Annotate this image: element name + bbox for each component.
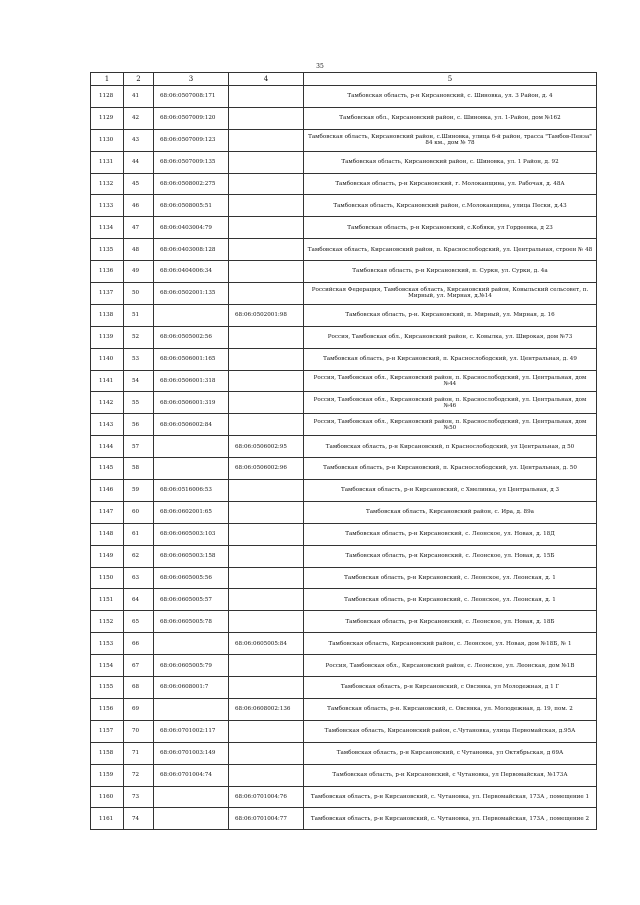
row-number-cell: 1142 <box>91 392 124 414</box>
row-number-cell: 1160 <box>91 786 124 808</box>
cadastral-land-cell: 68:06:0403004:79 <box>154 217 229 239</box>
header-col-4: 4 <box>229 73 304 86</box>
row-number-cell: 1152 <box>91 611 124 633</box>
table-row <box>91 720 597 742</box>
cadastral-building-cell: 68:06:0506002:95 <box>229 436 304 458</box>
table-row <box>91 370 597 392</box>
cadastral-building-cell <box>229 567 304 589</box>
row-number-cell: 1136 <box>91 261 124 283</box>
row-number-cell: 1149 <box>91 545 124 567</box>
row-number-cell: 1156 <box>91 698 124 720</box>
header-col-1: 1 <box>91 73 124 86</box>
cadastral-land-cell: 68:06:0605005:78 <box>154 611 229 633</box>
table-row <box>91 633 597 655</box>
row-number-cell: 1144 <box>91 436 124 458</box>
row-number-cell: 1139 <box>91 326 124 348</box>
cadastral-land-cell: 68:06:0506001:165 <box>154 348 229 370</box>
cadastral-land-cell: 68:06:0605003:158 <box>154 545 229 567</box>
table-body <box>91 86 597 830</box>
index-cell: 59 <box>124 480 154 502</box>
row-number-cell: 1146 <box>91 480 124 502</box>
address-cell: Россия, Тамбовская обл., Кирсановский район, п. Краснослободский, ул. Центральная, дом №50 <box>304 414 597 436</box>
row-number-cell: 1129 <box>91 107 124 129</box>
cadastral-building-cell <box>229 217 304 239</box>
cadastral-land-cell: 68:06:0507009:123 <box>154 129 229 151</box>
cadastral-building-cell <box>229 107 304 129</box>
cadastral-building-cell: 68:06:0701004:77 <box>229 808 304 830</box>
address-cell: Тамбовская область, р-н. Кирсановский, с. Овсянка, ул. Молодежная, д. 19, пом. 2 <box>304 698 597 720</box>
index-cell: 68 <box>124 677 154 699</box>
cadastral-building-cell <box>229 129 304 151</box>
address-cell: Россия, Тамбовская обл., Кирсановский район, п. Краснослободский, ул. Центральная, дом №46 <box>304 392 597 414</box>
cadastral-land-cell: 68:06:0701002:117 <box>154 720 229 742</box>
index-cell: 51 <box>124 304 154 326</box>
table-row <box>91 348 597 370</box>
index-cell: 44 <box>124 151 154 173</box>
table-row <box>91 698 597 720</box>
table-row <box>91 414 597 436</box>
cadastral-building-cell <box>229 86 304 108</box>
cadastral-building-cell: 68:06:0608002:136 <box>229 698 304 720</box>
cadastral-land-cell: 68:06:0605005:56 <box>154 567 229 589</box>
table-row <box>91 304 597 326</box>
index-cell: 45 <box>124 173 154 195</box>
table-row <box>91 151 597 173</box>
index-cell: 56 <box>124 414 154 436</box>
row-number-cell: 1138 <box>91 304 124 326</box>
index-cell: 53 <box>124 348 154 370</box>
cadastral-land-cell: 68:06:0404006:34 <box>154 261 229 283</box>
cadastral-land-cell: 68:06:0508005:51 <box>154 195 229 217</box>
header-row <box>91 73 597 86</box>
address-cell: Тамбовская область, р-н Кирсановский, с. Леонское, ул. Леонская, д. 1 <box>304 567 597 589</box>
cadastral-building-cell <box>229 655 304 677</box>
row-number-cell: 1148 <box>91 523 124 545</box>
address-cell: Тамбовская область, Кирсановский район, с.Шиновка, улица 6-й район, трасса "Тамбов-Пенза" 84 км., дом № 78 <box>304 129 597 151</box>
cadastral-building-cell <box>229 742 304 764</box>
cadastral-land-cell: 68:06:0502001:135 <box>154 283 229 305</box>
table-row <box>91 217 597 239</box>
address-cell: Тамбовская область, р-н Кирсановский, п. Краснослободский, ул. Центральная, д. 50 <box>304 458 597 480</box>
row-number-cell: 1157 <box>91 720 124 742</box>
index-cell: 49 <box>124 261 154 283</box>
cadastral-building-cell: 68:06:0701004:76 <box>229 786 304 808</box>
index-cell: 66 <box>124 633 154 655</box>
cadastral-land-cell: 68:06:0506001:319 <box>154 392 229 414</box>
cadastral-building-cell <box>229 720 304 742</box>
row-number-cell: 1134 <box>91 217 124 239</box>
address-cell: Тамбовская область, р-н Кирсановский, с. Чутановка, ул. Первомайская, 173А , помещение 1 <box>304 786 597 808</box>
index-cell: 70 <box>124 720 154 742</box>
address-cell: Тамбовская область, р-н Кирсановский, с Чутановка, ул Первомайская, №173А <box>304 764 597 786</box>
cadastral-building-cell <box>229 195 304 217</box>
index-cell: 67 <box>124 655 154 677</box>
table-row <box>91 173 597 195</box>
address-cell: Тамбовская область, р-н Кирсановский, с Овсянка, ул Молодежная, д 1 Г <box>304 677 597 699</box>
cadastral-land-cell <box>154 786 229 808</box>
address-cell: Тамбовская область, р-н Кирсановский, с. Чутановка, ул. Первомайская, 173А , помещение 2 <box>304 808 597 830</box>
table-row <box>91 523 597 545</box>
table-row <box>91 283 597 305</box>
row-number-cell: 1145 <box>91 458 124 480</box>
address-cell: Россия, Тамбовская обл., Кирсановский район, с. Ковылка, ул. Широкая, дом №73 <box>304 326 597 348</box>
index-cell: 63 <box>124 567 154 589</box>
table-row <box>91 86 597 108</box>
index-cell: 55 <box>124 392 154 414</box>
index-cell: 60 <box>124 501 154 523</box>
address-cell: Тамбовская область, р-н Кирсановский, с. Леонское, ул. Новая, д. 15Б <box>304 545 597 567</box>
table-row <box>91 480 597 502</box>
address-cell: Тамбовская область, р-н Кирсановский, с Чутановка, ул Октябрьская, д 69А <box>304 742 597 764</box>
cadastral-building-cell <box>229 239 304 261</box>
table-row <box>91 677 597 699</box>
cadastral-building-cell <box>229 501 304 523</box>
cadastral-building-cell <box>229 764 304 786</box>
table-row <box>91 107 597 129</box>
address-cell: Тамбовская обл., Кирсановский район, с. Шиновка, ул. 1-Район, дом №162 <box>304 107 597 129</box>
table-row <box>91 239 597 261</box>
cadastral-land-cell: 68:06:0507009:120 <box>154 107 229 129</box>
address-cell: Тамбовская область, Кирсановский район, с.Чутановка, улица Первомайская, д.95А <box>304 720 597 742</box>
cadastral-building-cell <box>229 523 304 545</box>
address-cell: Тамбовская область, р-н. Кирсановский, п. Мирный, ул. Мирная, д. 16 <box>304 304 597 326</box>
index-cell: 74 <box>124 808 154 830</box>
table-row <box>91 742 597 764</box>
address-cell: Тамбовская область, р-н Кирсановский, п Краснослободский, ул Центральная, д 50 <box>304 436 597 458</box>
row-number-cell: 1130 <box>91 129 124 151</box>
table-row <box>91 458 597 480</box>
row-number-cell: 1154 <box>91 655 124 677</box>
table-row <box>91 501 597 523</box>
row-number-cell: 1159 <box>91 764 124 786</box>
address-cell: Тамбовская область, р-н Кирсановский, п. Краснослободский, ул. Центральная, д. 49 <box>304 348 597 370</box>
table-row <box>91 545 597 567</box>
table-row <box>91 326 597 348</box>
cadastral-building-cell <box>229 283 304 305</box>
cadastral-land-cell: 68:06:0605005:79 <box>154 655 229 677</box>
address-cell: Тамбовская область, р-н Кирсановский, п. Суркн, ул. Сурки, д. 4а <box>304 261 597 283</box>
cadastral-building-cell <box>229 370 304 392</box>
index-cell: 61 <box>124 523 154 545</box>
index-cell: 52 <box>124 326 154 348</box>
row-number-cell: 1128 <box>91 86 124 108</box>
cadastral-building-cell <box>229 677 304 699</box>
index-cell: 54 <box>124 370 154 392</box>
address-cell: Тамбовская область, р-н Кирсановский, с.Кобяки, ул Гордеевка, д 23 <box>304 217 597 239</box>
address-cell: Тамбовская область, р-н Кирсановский, с. Шиновка, ул. 3 Район, д. 4 <box>304 86 597 108</box>
cadastral-land-cell: 68:06:0505002:56 <box>154 326 229 348</box>
table-row <box>91 764 597 786</box>
table-row <box>91 655 597 677</box>
table-row <box>91 589 597 611</box>
address-cell: Тамбовская область, Кирсановский район, с. Шиновка, ул. 1 Район, д. 92 <box>304 151 597 173</box>
cadastral-land-cell: 68:06:0403008:128 <box>154 239 229 261</box>
index-cell: 43 <box>124 129 154 151</box>
row-number-cell: 1132 <box>91 173 124 195</box>
index-cell: 57 <box>124 436 154 458</box>
index-cell: 47 <box>124 217 154 239</box>
cadastral-building-cell <box>229 392 304 414</box>
cadastral-land-cell <box>154 633 229 655</box>
cadastral-building-cell <box>229 173 304 195</box>
address-cell: Тамбовская область, Кирсановский район, с.Молоканщина, улица Пески, д.43 <box>304 195 597 217</box>
address-cell: Тамбовская область, р-н Кирсановский, с Хмелинка, ул Центральная, д 3 <box>304 480 597 502</box>
cadastral-land-cell <box>154 808 229 830</box>
row-number-cell: 1143 <box>91 414 124 436</box>
index-cell: 69 <box>124 698 154 720</box>
row-number-cell: 1150 <box>91 567 124 589</box>
cadastral-building-cell <box>229 545 304 567</box>
cadastral-building-cell <box>229 414 304 436</box>
address-cell: Российская Федерация, Тамбовская область, Кирсановский район, Ковыльский сельсовет, п. Мирный, ул. Мирная, д.№14 <box>304 283 597 305</box>
cadastral-building-cell <box>229 326 304 348</box>
row-number-cell: 1137 <box>91 283 124 305</box>
address-cell: Тамбовская область, Кирсановский район, с. Леонское, ул. Новая, дом №18Б, № 1 <box>304 633 597 655</box>
index-cell: 73 <box>124 786 154 808</box>
address-cell: Тамбовская область, Кирсановский район, п. Краснослободский, ул. Центральная, строен № 48 <box>304 239 597 261</box>
cadastral-building-cell <box>229 480 304 502</box>
row-number-cell: 1140 <box>91 348 124 370</box>
address-cell: Тамбовская область, р-н Кирсановский, с. Леонское, ул. Леонская, д. 1 <box>304 589 597 611</box>
address-cell: Россия, Тамбовская обл., Кирсановский район, п. Краснослободский, ул. Центральная, дом №44 <box>304 370 597 392</box>
row-number-cell: 1131 <box>91 151 124 173</box>
address-cell: Тамбовская область, р-н Кирсановский, с. Леонское, ул. Новая, д. 18Д <box>304 523 597 545</box>
cadastral-land-cell: 68:06:0602001:65 <box>154 501 229 523</box>
cadastral-land-cell: 68:06:0507008:171 <box>154 86 229 108</box>
table-row <box>91 567 597 589</box>
index-cell: 42 <box>124 107 154 129</box>
cadastral-building-cell <box>229 151 304 173</box>
header-col-5: 5 <box>304 73 597 86</box>
cadastral-building-cell: 68:06:0506002:96 <box>229 458 304 480</box>
address-cell: Тамбовская область, р-н Кирсановский, г. Молоканщина, ул. Рабочая, д. 48А <box>304 173 597 195</box>
table-row <box>91 195 597 217</box>
cadastral-land-cell: 68:06:0701004:74 <box>154 764 229 786</box>
register-table <box>90 72 597 830</box>
address-cell: Россия, Тамбовская обл., Кирсановский район, с. Леонское, ул. Леонская, дом №1В <box>304 655 597 677</box>
table-row <box>91 808 597 830</box>
page-number: 35 <box>316 63 324 70</box>
table-row <box>91 261 597 283</box>
header-col-2: 2 <box>124 73 154 86</box>
cadastral-land-cell <box>154 436 229 458</box>
table-row <box>91 129 597 151</box>
cadastral-building-cell <box>229 261 304 283</box>
cadastral-land-cell <box>154 458 229 480</box>
cadastral-land-cell: 68:06:0507009:135 <box>154 151 229 173</box>
cadastral-land-cell: 68:06:0506001:318 <box>154 370 229 392</box>
row-number-cell: 1135 <box>91 239 124 261</box>
cadastral-land-cell <box>154 304 229 326</box>
index-cell: 72 <box>124 764 154 786</box>
row-number-cell: 1141 <box>91 370 124 392</box>
table-row <box>91 611 597 633</box>
index-cell: 64 <box>124 589 154 611</box>
cadastral-building-cell <box>229 611 304 633</box>
cadastral-land-cell: 68:06:0608001:7 <box>154 677 229 699</box>
table-row <box>91 436 597 458</box>
address-cell: Тамбовская область, р-н Кирсановский, с. Леонское, ул. Новая, д. 18Б <box>304 611 597 633</box>
index-cell: 41 <box>124 86 154 108</box>
cadastral-land-cell: 68:06:0605003:103 <box>154 523 229 545</box>
cadastral-building-cell: 68:06:0605005:84 <box>229 633 304 655</box>
index-cell: 62 <box>124 545 154 567</box>
table-row <box>91 392 597 414</box>
index-cell: 48 <box>124 239 154 261</box>
row-number-cell: 1155 <box>91 677 124 699</box>
cadastral-land-cell: 68:06:0701003:149 <box>154 742 229 764</box>
cadastral-land-cell: 68:06:0516006:53 <box>154 480 229 502</box>
cadastral-land-cell: 68:06:0508002:275 <box>154 173 229 195</box>
cadastral-building-cell <box>229 348 304 370</box>
index-cell: 58 <box>124 458 154 480</box>
cadastral-land-cell <box>154 698 229 720</box>
row-number-cell: 1153 <box>91 633 124 655</box>
row-number-cell: 1147 <box>91 501 124 523</box>
header-col-3: 3 <box>154 73 229 86</box>
row-number-cell: 1151 <box>91 589 124 611</box>
cadastral-building-cell <box>229 589 304 611</box>
table-row <box>91 786 597 808</box>
cadastral-building-cell: 68:06:0502001:98 <box>229 304 304 326</box>
cadastral-land-cell: 68:06:0506002:84 <box>154 414 229 436</box>
index-cell: 65 <box>124 611 154 633</box>
address-cell: Тамбовская область, Кирсановский район, с. Ира, д. 89а <box>304 501 597 523</box>
row-number-cell: 1158 <box>91 742 124 764</box>
row-number-cell: 1133 <box>91 195 124 217</box>
index-cell: 46 <box>124 195 154 217</box>
index-cell: 71 <box>124 742 154 764</box>
cadastral-land-cell: 68:06:0605005:57 <box>154 589 229 611</box>
row-number-cell: 1161 <box>91 808 124 830</box>
index-cell: 50 <box>124 283 154 305</box>
